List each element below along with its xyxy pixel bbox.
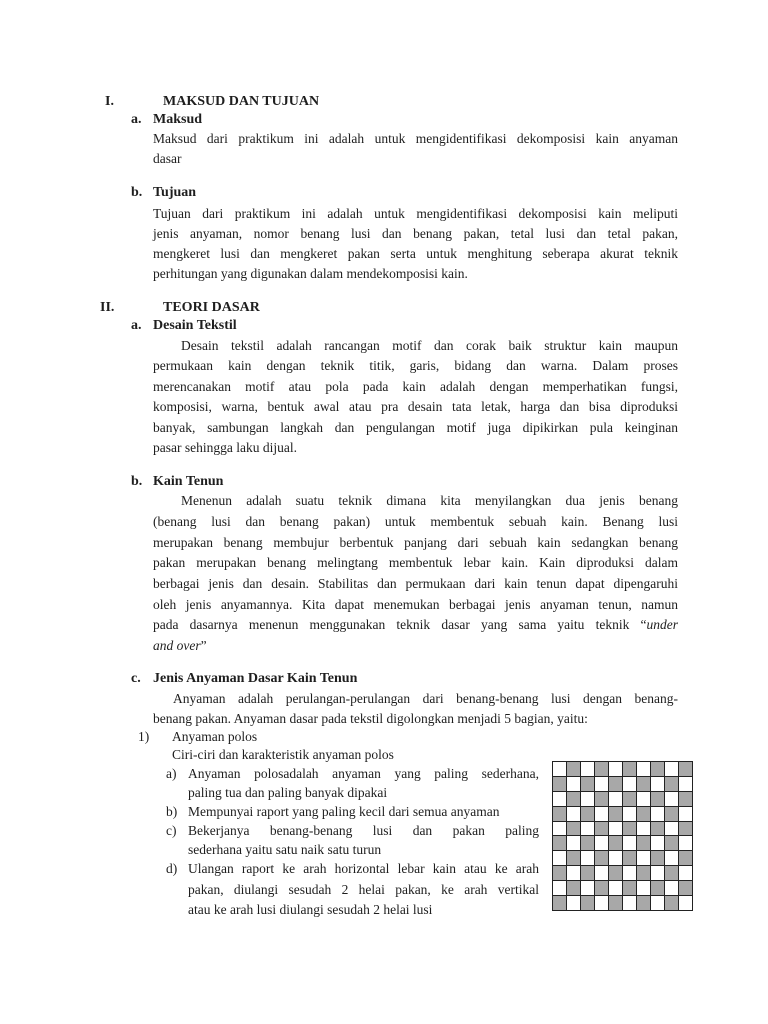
weave-cell [595,851,608,865]
weave-cell [665,896,678,910]
weave-cell [595,836,608,850]
s2c-label: c. [131,671,141,686]
s2b-line-6: oleh jenis anyamannya. Kita dapat menemukan berbagai jenis anyaman tenun, namun [153,597,678,612]
weave-cell [637,822,650,836]
weave-cell [665,807,678,821]
weave-cell [609,762,622,776]
weave-cell [637,777,650,791]
weave-cell [623,807,636,821]
weave-cell [679,807,692,821]
weave-cell [651,851,664,865]
weave-cell [553,792,566,806]
weave-cell [609,807,622,821]
weave-cell [679,881,692,895]
section-1-number: I. [105,94,114,109]
weave-cell [609,881,622,895]
s2a-line-2: permukaan kain dengan teknik titik, garis, bidang dan warna. Dalam proses [153,358,678,373]
s2b-line-7-italic: under [646,617,678,632]
weave-cell [567,896,580,910]
s2a-label: a. [131,318,142,333]
s2a-line-3: merencanakan motif atau pola pada kain adalah dengan memperhatikan fungsi, [153,379,678,394]
s2c-heading: Jenis Anyaman Dasar Kain Tenun [153,671,358,686]
weave-cell [651,836,664,850]
weave-cell [567,851,580,865]
weave-cell [665,792,678,806]
point-d-label: d) [166,861,178,876]
s2c-line-2: benang pakan. Anyaman dasar pada tekstil digolongkan menjadi 5 bagian, yaitu: [153,711,588,726]
weave-cell [581,836,594,850]
section-1-title: MAKSUD DAN TUJUAN [163,94,320,109]
s1a-line-1: Maksud dari praktikum ini adalah untuk mengidentifikasi dekomposisi kain anyaman [153,131,678,146]
s2c-item-1-sub: Ciri-ciri dan karakteristik anyaman polos [172,747,394,762]
weave-cell [595,777,608,791]
weave-cell [553,881,566,895]
s2b-line-8-text: ” [200,638,207,653]
point-d-line-3: atau ke arah lusi diulangi sesudah 2 helai lusi [188,902,433,917]
s2b-line-7-text: pada dasarnya menenun menggunakan teknik dasar yang sama yaitu teknik “ [153,617,647,632]
weave-cell [609,792,622,806]
weave-cell [623,881,636,895]
weave-cell [665,851,678,865]
s2a-heading: Desain Tekstil [153,318,237,333]
s2b-line-5: berbagai jenis dan desain. Stabilitas dan permukaan dari kain tenun dapat dipengaruhi [153,576,678,591]
weave-cell [679,896,692,910]
weave-cell [651,822,664,836]
weave-cell [553,896,566,910]
weave-cell [553,836,566,850]
point-b-label: b) [166,804,178,819]
weave-cell [567,777,580,791]
s1b-heading: Tujuan [153,185,197,200]
weave-cell [623,836,636,850]
weave-cell [567,762,580,776]
weave-cell [637,807,650,821]
s2b-label: b. [131,474,143,489]
s2a-line-5: banyak, sambungan langkah dan pengulangan motif juga dipikirkan pula keinginan [153,420,678,435]
s2b-line-8-italic: and over [153,638,201,653]
weave-cell [595,881,608,895]
s2b-line-8 [153,636,207,655]
weave-cell [651,896,664,910]
s2b-line-2: (benang lusi dan benang pakan) untuk membentuk sebuah kain. Benang lusi [153,514,678,529]
weave-cell [553,851,566,865]
weave-cell [651,777,664,791]
weave-cell [609,896,622,910]
weave-cell [623,777,636,791]
weave-cell [581,881,594,895]
s2c-item-1-number: 1) [138,729,150,744]
weave-cell [567,792,580,806]
weave-cell [609,777,622,791]
weave-cell [637,881,650,895]
section-2-title: TEORI DASAR [163,300,260,315]
s1b-line-3: mengkeret lusi dan mengkeret pakan serta untuk menghitung seberapa akurat teknik [153,246,678,261]
s2a-line-4: komposisi, warna, bentuk awal atau pra desain tata letak, harga dan bisa diproduksi [153,399,678,414]
weave-cell [665,777,678,791]
point-c-line-2: sederhana yaitu satu naik satu turun [188,842,382,857]
weave-cell [581,777,594,791]
point-a-line-1: Anyaman polosadalah anyaman yang paling sederhana, [188,766,539,781]
weave-cell [651,807,664,821]
weave-cell [567,822,580,836]
weave-cell [553,822,566,836]
weave-cell [665,836,678,850]
s2b-heading: Kain Tenun [153,474,224,489]
weave-cell [595,762,608,776]
point-b-line-1: Mempunyai raport yang paling kecil dari semua anyaman [188,804,500,819]
weave-cell [567,836,580,850]
weave-cell [623,896,636,910]
weave-cell [553,777,566,791]
weave-cell [595,807,608,821]
weave-cell [637,762,650,776]
point-d-line-2: pakan, diulangi sesudah 2 helai pakan, ke arah vertikal [188,882,539,897]
weave-cell [679,762,692,776]
s2b-line-3: merupakan benang membujur berbentuk panjang dari sebuah kain sedangkan benang [153,535,678,550]
weave-cell [651,762,664,776]
s2c-line-1: Anyaman adalah perulangan-perulangan dari benang-benang lusi dengan benang- [173,691,678,706]
weave-cell [665,881,678,895]
weave-cell [679,836,692,850]
plain-weave-pattern-image [552,761,693,911]
weave-cell [637,792,650,806]
weave-cell [665,762,678,776]
weave-cell [553,762,566,776]
weave-cell [609,866,622,880]
s1b-line-4: perhitungan yang digunakan dalam mendekomposisi kain. [153,266,468,281]
s2a-line-6: pasar sehingga laku dijual. [153,440,297,455]
weave-cell [581,807,594,821]
weave-cell [623,762,636,776]
weave-cell [567,807,580,821]
weave-cell [595,866,608,880]
weave-cell [623,851,636,865]
weave-cell [651,881,664,895]
point-a-line-2: paling tua dan paling banyak dipakai [188,785,388,800]
weave-cell [609,822,622,836]
s2b-line-4: pakan merupakan benang melingtang membentuk lebar kain. Kain diproduksi dalam [153,555,678,570]
weave-cell [581,792,594,806]
s1a-heading: Maksud [153,112,203,127]
weave-cell [567,881,580,895]
weave-cell [623,866,636,880]
point-c-label: c) [166,823,177,838]
point-c-line-1: Bekerjanya benang-benang lusi dan pakan paling [188,823,539,838]
weave-cell [595,792,608,806]
s2b-line-1: Menenun adalah suatu teknik dimana kita menyilangkan dua jenis benang [181,493,678,508]
s1b-line-1: Tujuan dari praktikum ini adalah untuk mengidentifikasi dekomposisi kain meliputi [153,206,678,221]
s1a-label: a. [131,112,142,127]
weave-cell [637,866,650,880]
weave-cell [553,807,566,821]
weave-cell [609,851,622,865]
s2b-line-7 [153,615,678,634]
weave-cell [679,777,692,791]
weave-cell [609,836,622,850]
weave-cell [679,822,692,836]
s1b-line-2: jenis anyaman, nomor benang lusi dan benang pakan, tetal lusi dan tetal pakan, [153,226,678,241]
weave-cell [637,851,650,865]
s2a-line-1: Desain tekstil adalah rancangan motif dan corak baik struktur kain maupun [181,338,678,353]
weave-cell [581,866,594,880]
weave-cell [679,866,692,880]
point-d-line-1: Ulangan raport ke arah horizontal lebar kain atau ke arah [188,861,539,876]
weave-cell [595,822,608,836]
weave-cell [651,866,664,880]
weave-cell [581,762,594,776]
s1a-line-2: dasar [153,151,182,166]
weave-cell [637,836,650,850]
weave-cell [679,792,692,806]
s1b-label: b. [131,185,143,200]
weave-cell [651,792,664,806]
section-2-number: II. [100,300,115,315]
point-a-label: a) [166,766,177,781]
weave-cell [679,851,692,865]
weave-cell [665,822,678,836]
weave-cell [623,792,636,806]
weave-cell [581,822,594,836]
s2c-item-1-title: Anyaman polos [172,729,258,744]
weave-cell [581,851,594,865]
weave-cell [665,866,678,880]
weave-cell [637,896,650,910]
weave-cell [623,822,636,836]
weave-cell [567,866,580,880]
weave-cell [595,896,608,910]
weave-cell [553,866,566,880]
weave-cell [581,896,594,910]
